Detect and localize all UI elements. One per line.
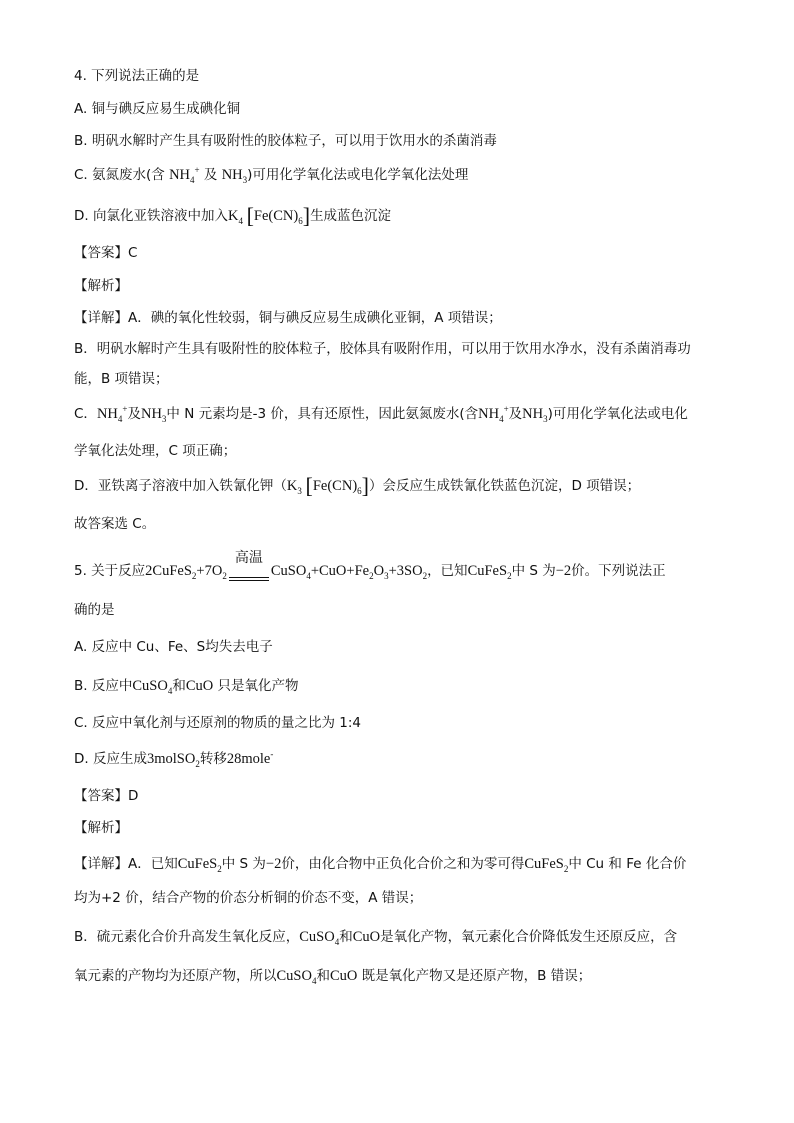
q4-answer: 【答案】C: [74, 245, 138, 261]
q5-analysis-label: 【解析】: [74, 820, 128, 836]
q5-option-a: A. 反应中 Cu、Fe、S均失去电子: [74, 639, 273, 655]
q4-stem: 4. 下列说法正确的是: [74, 68, 200, 84]
q4-conclusion: 故答案选 C。: [74, 516, 156, 532]
q4-option-b: B. 明矾水解时产生具有吸附性的胶体粒子，可以用于饮用水的杀菌消毒: [74, 133, 497, 149]
q4-detail-c: C．$NH_4^+$及$NH_3$中 N 元素均是-3 价，具有还原性，因此氨氮废水(含$NH_4^+$及$NH_3$)可用化学氧化法或电化: [74, 404, 688, 424]
q4-analysis-label: 【解析】: [74, 278, 128, 294]
q4-option-d: D. 向氯化亚铁溶液中加入$K_4$ $[Fe(CN)_6]$生成蓝色沉淀: [74, 203, 392, 228]
q5-option-b: B. 反应中CuSO$_4$和CuO 只是氧化产物: [74, 678, 299, 696]
q4-detail-c-cont: 学氧化法处理，C 项正确；: [74, 443, 237, 459]
q4-option-a: A. 铜与碘反应易生成碘化铜: [74, 101, 241, 117]
q5-detail-a: 【详解】A．已知CuFeS$_2$中 S 为−2价，由化合物中正负化合价之和为零可得CuFeS$_2$中 Cu 和 Fe 化合价: [74, 856, 687, 874]
q5-stem: 5. 关于反应$2CuFeS_2+7O_2$ 高温 $CuSO_4+CuO+Fe_2O_3+3SO_2$，已知CuFeS$_2$中 S 为−2价。下列说法正: [74, 550, 666, 581]
q4-detail-a: 【详解】A．碘的氧化性较弱，铜与碘反应易生成碘化亚铜，A 项错误；: [74, 310, 502, 326]
q4-detail-d: D．亚铁离子溶液中加入铁氰化钾（$K_3$ $[Fe(CN)_6]$）会反应生成铁氰化铁蓝色沉淀，D 项错误；: [74, 473, 641, 498]
reaction-condition: 高温: [229, 568, 269, 581]
q4-detail-b-cont: 能，B 项错误；: [74, 371, 169, 387]
q4-detail-b: B．明矾水解时产生具有吸附性的胶体粒子，胶体具有吸附作用，可以用于饮用水净水，没有杀菌消毒功: [74, 341, 691, 357]
q5-option-c: C. 反应中氧化剂与还原剂的物质的量之比为 1:4: [74, 715, 362, 731]
q5-option-d: D. 反应生成3molSO$_2$转移28mole-: [74, 749, 274, 769]
q5-detail-b-cont: 氧元素的产物均为还原产物，所以CuSO$_4$和CuO 既是氧化产物又是还原产物，B 错误；: [74, 968, 592, 986]
q5-detail-b: B．硫元素化合价升高发生氧化反应，CuSO$_4$和CuO是氧化产物，氧元素化合价降低发生还原反应，含: [74, 929, 678, 947]
q5-detail-a-cont: 均为+2 价，结合产物的价态分析铜的价态不变，A 错误；: [74, 890, 423, 906]
q5-stem-cont: 确的是: [74, 602, 115, 618]
q5-answer: 【答案】D: [74, 788, 139, 804]
q4-option-c: C. 氨氮废水(含 $NH_4^+$ 及 $NH_3$)可用化学氧化法或电化学氧化法处理: [74, 165, 469, 185]
